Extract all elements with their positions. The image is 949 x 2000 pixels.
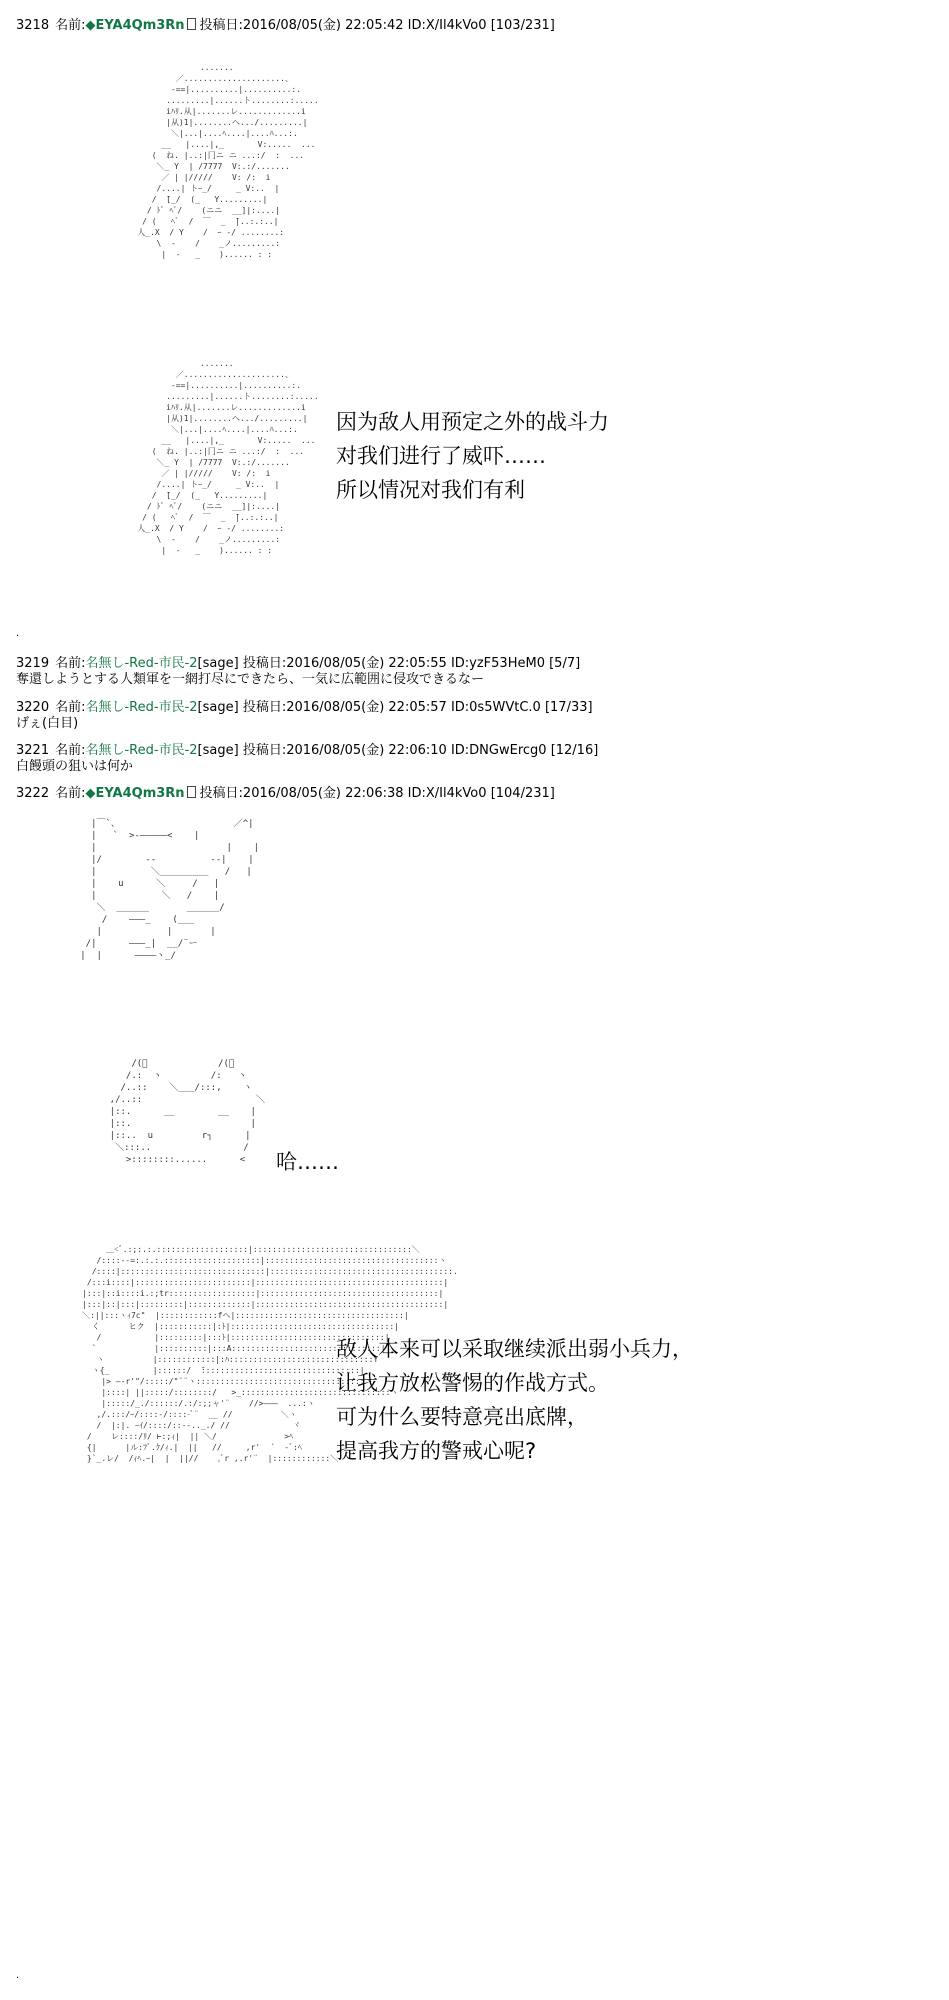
sage-tag: [sage] [197,700,239,715]
post-count: [104/231] [490,786,555,801]
caption-line: 对我们进行了威吓…… [336,444,546,468]
poster-name[interactable]: ◆EYA4Qm3Rn [85,786,185,801]
post-count: [17/33] [544,700,593,715]
ascii-art-character-2: ....... ／.....................、 -==|..........|..........:. .........|......ト........:..... iﾊﾘ.从|.......レ.............i |从)1|........ヘ.../.........| ＼|...|....ﾍ....|....ﾊ...:. __ |....|,_ V:..... ... ( ね. |..:|冂ニ ニ ...:/ : ... ＼_ Y | /7777 V:.:/....... ／ | |///// V: /: i /....| トｰ_/ _ V:.. | / ̄[_/ (_ Y.........| / ﾄﾞ ﾍﾞ/ (ニニ __]|:....| / ( ﾍﾞ / ￣ _ ̄|..:.:..| 人_.X / Y / ｰ ‐/ ........: \ ‐ / _ノ.........: | ‐ _ )...... : : [137,359,319,555]
post-body-3219: 奪還しようとする人類軍を一網打尽にできたら、一気に広範囲に侵攻できるなー [16,672,485,687]
post-date: 投稿日:2016/08/05(金) 22:05:57 [242,700,447,715]
name-label: 名前: [55,700,86,715]
caption-line: 所以情况对我们有利 [336,478,525,502]
caption-line: 可为什么要特意亮出底牌， [336,1405,588,1429]
caption-line: 让我方放松警惕的作战方式。 [336,1371,609,1395]
caption-line: 哈…… [276,1150,339,1174]
post-number[interactable]: 3219 [16,656,50,671]
poster-id[interactable]: ID:DNGwErcg0 [450,743,547,758]
caption-line: 因为敌人用预定之外的战斗力 [336,410,609,434]
ascii-art-character-1: ....... ／.....................、 -==|..........|..........:. .........|......ト........:..... iﾊﾘ.从|.......レ.............i |从)1|........ヘ.../.........| ＼|...|....ﾍ....|....ﾊ...:. __ |....|,_ V:..... ... ( ね. |..:|冂ニ ニ ...:/ : ... ＼_ Y | /7777 V:.:/....... ／ | |///// V: /: i /....| トｰ_/ _ V:.. | / ̄[_/ (_ Y.........| / ﾄﾞ ﾍﾞ/ (ニニ __]|:....| / ( ﾍﾞ / ￣ _ ̄|..:.:..| 人_.X / Y / ｰ ‐/ ........: \ ‐ / _ノ.........: | ‐ _ )...... : : [137,63,319,259]
square-icon [187,786,196,798]
post-count: [12/16] [550,743,599,758]
post-date: 投稿日:2016/08/05(金) 22:05:55 [242,656,447,671]
poster-id[interactable]: ID:yzF53HeM0 [450,656,545,671]
ascii-art-character-3: ＿<ﾞ.:;:.:.:::::::::::::::::::|:::::::::::::::::::::::::::::::::＼ /::::--=:.:.:.::::::::::::::::::::|::::::::::::::::::::::::::::::::::::ヽ /::::|::::::::::::::::::::::::::::::|::::::::::::::::::::::::::::::::::::::. /:::i::::|::::::::::::::::::::::::|:::::::::::::::::::::::::::::::::::::::| |:::|::i::::i.:;tr::::::::::::::::::|:::::::::::::::::::::::::::::::::::::| |:::|::|:::|:::::::::|:::::::::::::|:::::::::::::::::::::::::::::::::::::::| ＼:||:::ヽｨ7c" |::::::::::::fヘ|:::::::::::::::::::::::::::::::::::| く ヒク |:::::::::::|:ﾄ|::::::::::::::::::::::::::::::::::| / |:::::::::|:::ﾄ|::::::::::::::::::::::::::::::::| ` |::::::::::|:::A:::::::::::::::::::::::::::::::| ヽ |::::::::::::|:ﾊ::::::::::::::::::::::::::::::Y ヽ{_ |::::::/ ̄:::::::::::::::::::::::::::::::::| |> ―-r'"/:::::/"¨¨ヽ:::::::::::::::::::::::::::::::::::ヽ |::::| ||:::::/::::::::/ >_:::::::::::::::::::::::::::::::ヽ |:::::/_./::::::/.:/:;;ャ'¨ //>――― ...:ヽ ,/.:::/ｰ/::::-/::::-ﾞ¨ __ // ＼ヽ / |:|. ｰｲ/::::/::--.._./ // ヾ / レ::::/ﾘ/ ⊢:;ｨ| || ＼/ >ﾍ {| |ル:ﾌﾞ.ｸ/ｨ.| || // ,r' ´ -ﾞ:ﾍ }`_.レ/ /ｨﾍ.ｰ| | ||// ,ﾞr ,.r'¨ |::::::::::::＼ [82,1245,458,1463]
caption-1 [336,405,609,507]
caption-3 [336,1332,693,1468]
poster-name[interactable]: 名無し-Red-市民-2 [85,656,198,671]
poster-name[interactable]: ◆EYA4Qm3Rn [85,18,185,33]
post-body-3220: げぇ(白目) [16,716,79,731]
poster-id[interactable]: ID:0s5WVtC.0 [450,700,541,715]
post-number[interactable]: 3222 [16,786,50,801]
post-header-3218 [16,14,555,33]
sage-tag: [sage] [197,656,239,671]
post-count: [103/231] [490,18,555,33]
post-header-3220 [16,696,593,715]
post-number[interactable]: 3220 [16,700,50,715]
name-label: 名前: [55,18,86,33]
sage-tag: [sage] [197,743,239,758]
separator-dot: . [16,1970,20,1981]
name-label: 名前: [55,656,86,671]
poster-id[interactable]: ID:X/Il4kVo0 [407,786,487,801]
post-count: [5/7] [549,656,581,671]
poster-name[interactable]: 名無し-Red-市民-2 [85,743,198,758]
post-header-3222 [16,782,555,801]
square-icon [187,18,196,30]
name-label: 名前: [55,786,86,801]
poster-id[interactable]: ID:X/Il4kVo0 [407,18,487,33]
post-number[interactable]: 3218 [16,18,50,33]
post-date: 投稿日:2016/08/05(金) 22:06:38 [199,786,404,801]
poster-name[interactable]: 名無し-Red-市民-2 [85,700,198,715]
post-date: 投稿日:2016/08/05(金) 22:06:10 [242,743,447,758]
caption-line: 提高我方的警戒心呢? [336,1439,537,1463]
post-number[interactable]: 3221 [16,743,50,758]
separator-dot: . [16,628,20,639]
caption-2 [276,1145,339,1179]
name-label: 名前: [55,743,86,758]
post-body-3221: 白饅頭の狙いは何か [16,759,134,774]
ascii-art-cat-2: /(ﾞ /(ﾞ /.: ヽ /: ヽ /..:: ＼___/:::, ヽ ,/..:: ＼ |::. __ __ | |::. | |::.. u r┐ | ＼:::.. / >::::::::...... < [109,1059,265,1165]
post-date: 投稿日:2016/08/05(金) 22:05:42 [199,18,404,33]
caption-line: 敌人本来可以采取继续派出弱小兵力， [336,1337,693,1361]
ascii-art-cat-1: |￣`、 ／^| | ` >-―――――< | | | | |/ -- --| | | ＼_________ / | | u ＼ / | | ＼ / | ＼ ______ ______/ / ―――_ (___ | | | /| ―――_| __/¨ー | | ――――ヽ_/ [80,819,260,961]
